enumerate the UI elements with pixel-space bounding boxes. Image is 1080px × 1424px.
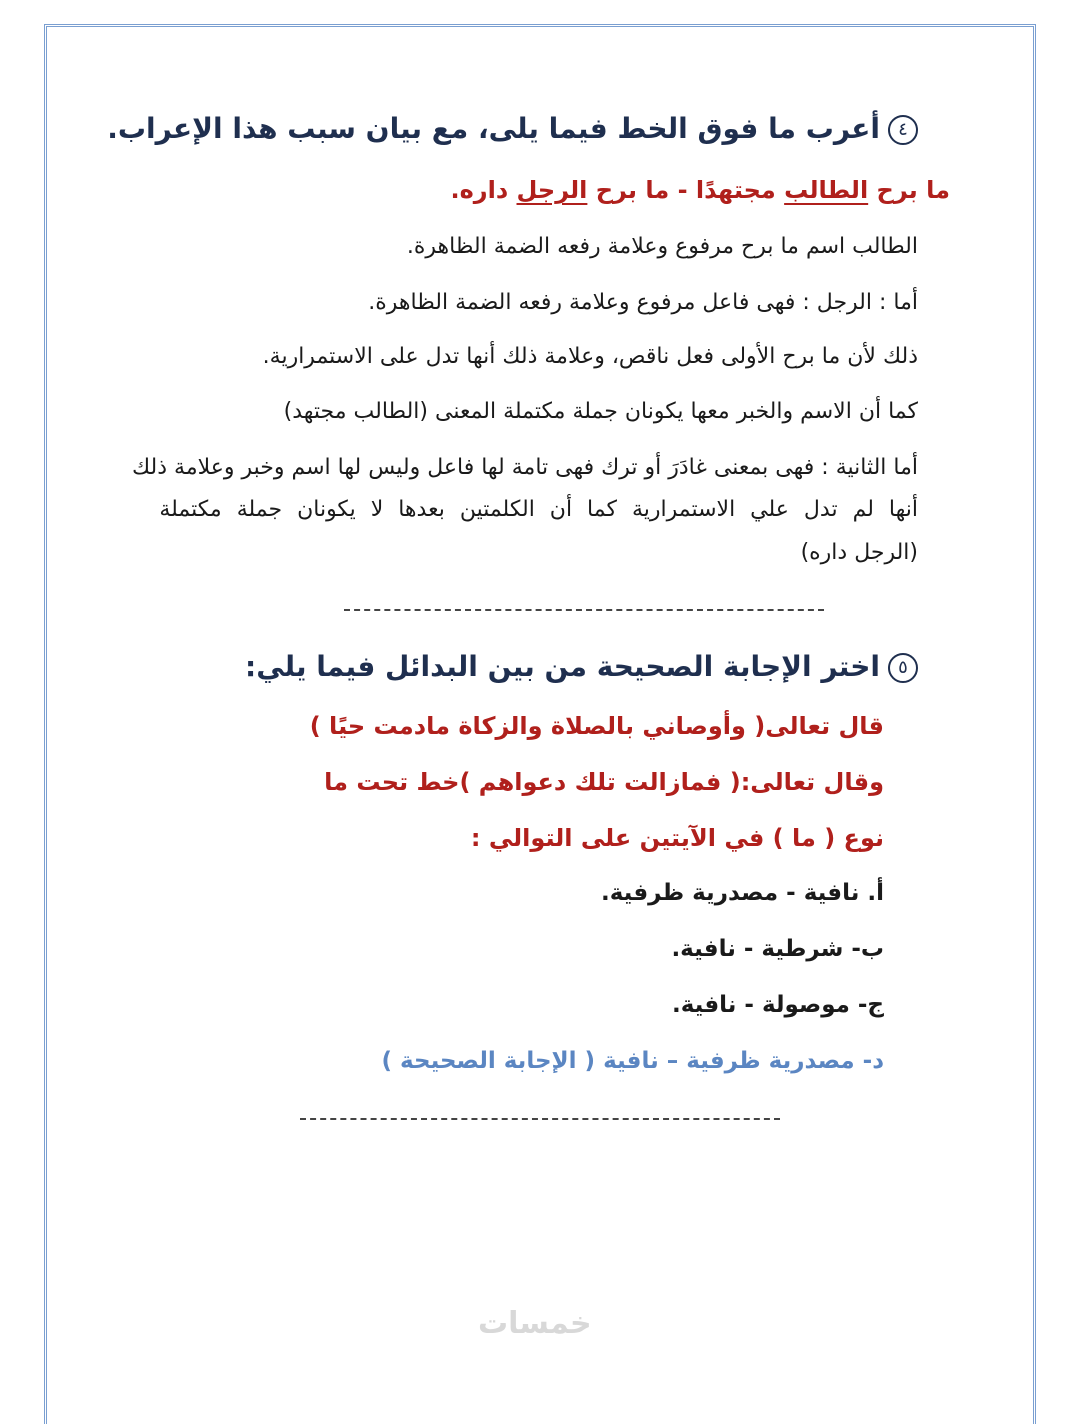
- paragraph-line-2: [159, 497, 918, 522]
- explanation-line-3: ذلك لأن ما برح الأولى فعل ناقص، وعلامة ذلك أنها تدل على الاستمرارية.: [262, 344, 918, 369]
- section-number-badge: ٤: [888, 115, 918, 145]
- choice-c: ج- موصولة - نافية.: [672, 992, 884, 1018]
- choice-d-correct-answer: د- مصدرية ظرفية – نافية ( الإجابة الصحيحة ): [381, 1048, 884, 1074]
- watermark-logo: خمسات: [478, 1306, 592, 1341]
- section-number-badge: ٥: [888, 653, 918, 683]
- explanation-line-2: أما : الرجل : فهى فاعل مرفوع وعلامة رفعه الضمة الظاهرة.: [368, 290, 918, 315]
- paragraph-line-1: أما الثانية : فهى بمعنى غادَرَ أو ترك فهى تامة لها فاعل وليس لها اسم وخبر وعلامة ذلك: [132, 455, 918, 480]
- question-text: نوع ( ما ) في الآيتين على التوالي :: [470, 824, 884, 852]
- paragraph-line-3: (الرجل داره): [800, 540, 918, 565]
- section-4-heading: [107, 112, 918, 145]
- choice-a: أ. نافية - مصدرية ظرفية.: [601, 880, 884, 906]
- verse-2: وقال تعالى:( فمازالت تلك دعواهم )خط تحت ما: [324, 768, 884, 796]
- section-divider: [344, 609, 824, 611]
- example-underlined-subject: الطالب: [784, 176, 869, 204]
- section-5-heading: [245, 650, 918, 683]
- explanation-line-4: كما أن الاسم والخبر معها يكونان جملة مكتملة المعنى (الطالب مجتهد): [283, 399, 918, 424]
- verse-1: قال تعالى( وأوصاني بالصلاة والزكاة مادمت حيًا ): [309, 712, 884, 740]
- section-4-heading-text: أعرب ما فوق الخط فيما يلى، مع بيان سبب هذا الإعراب.: [107, 112, 880, 145]
- example-part-1: ما برح: [868, 176, 950, 204]
- paragraph-line-2-text: أنها لم تدل علي الاستمرارية كما أن الكلمتين بعدها لا يكونان جملة مكتملة: [159, 497, 918, 522]
- example-part-3: داره.: [450, 176, 517, 204]
- section-4-example: [451, 176, 951, 204]
- example-underlined-agent: الرجل: [516, 176, 588, 204]
- section-5-heading-text: اختر الإجابة الصحيحة من بين البدائل فيما يلي:: [245, 650, 880, 683]
- section-divider: [300, 1118, 780, 1120]
- choice-b: ب- شرطية - نافية.: [671, 936, 884, 962]
- example-part-2: مجتهدًا - ما برح: [587, 176, 785, 204]
- explanation-line-1: الطالب اسم ما برح مرفوع وعلامة رفعه الضمة الظاهرة.: [406, 234, 918, 259]
